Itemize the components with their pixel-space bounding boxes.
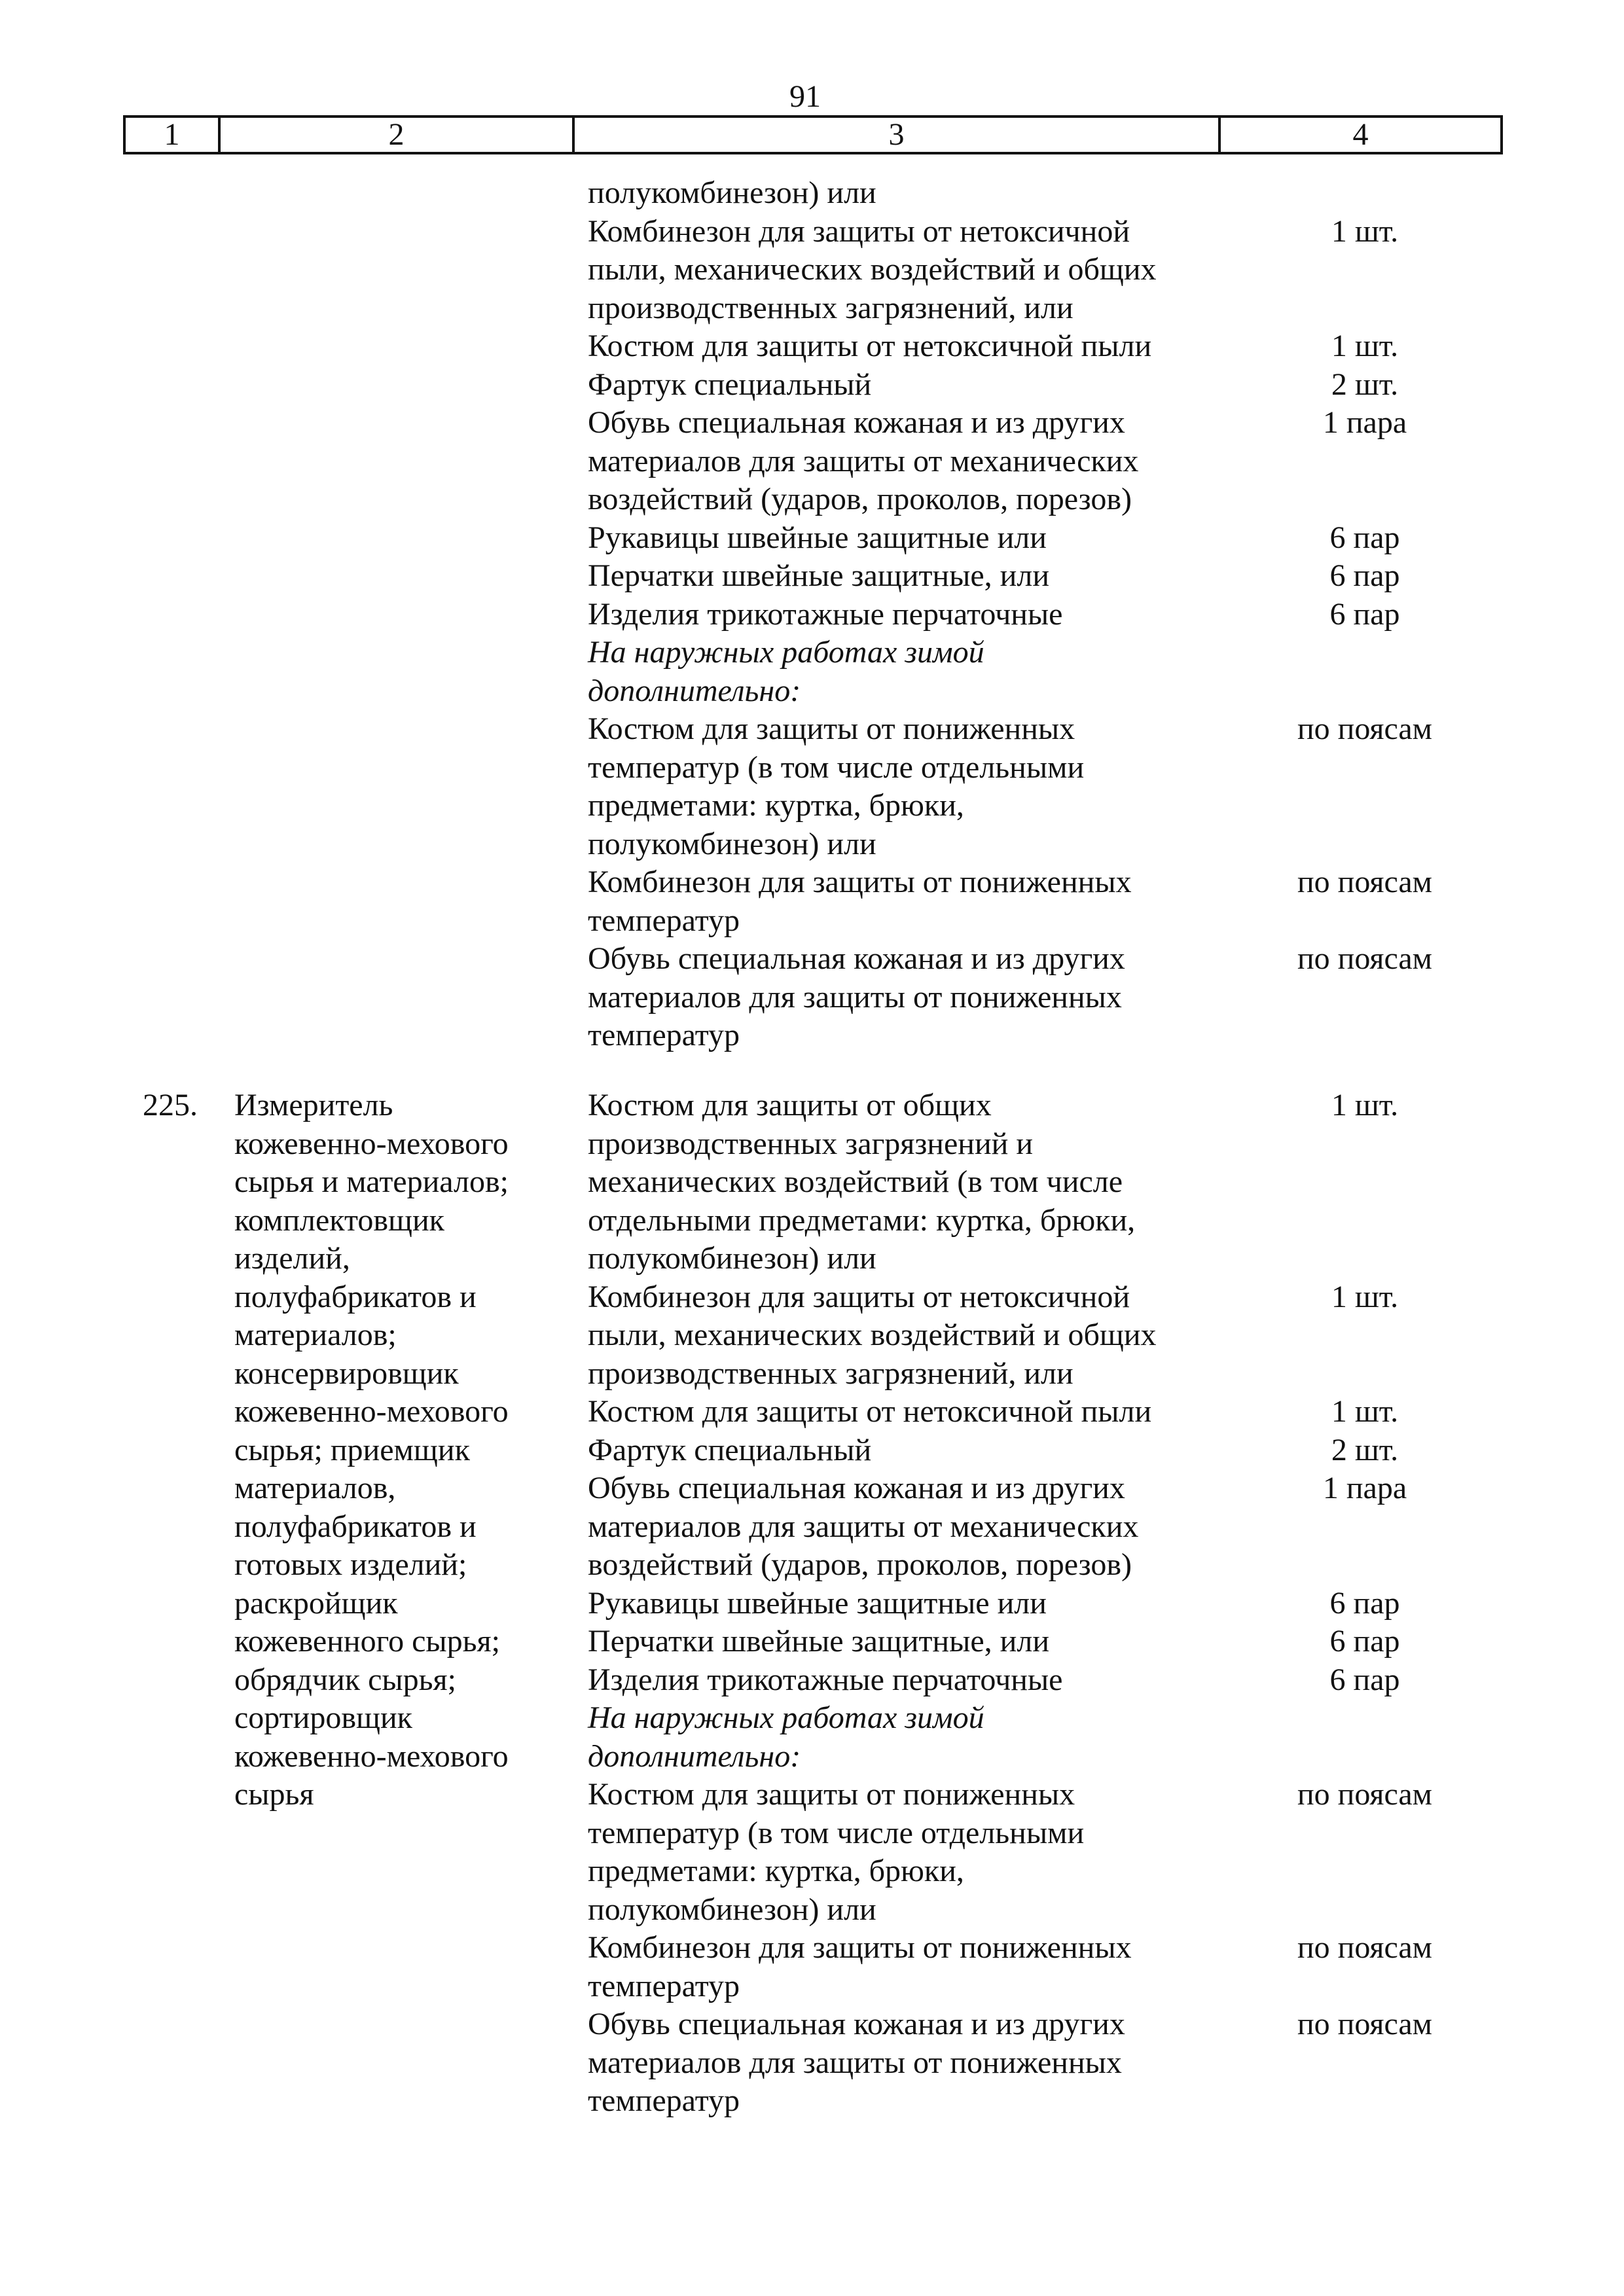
item-text-line: Комбинезон для защиты от пониженных bbox=[588, 1930, 1132, 1965]
item-text-line: Обувь специальная кожаная и из других bbox=[588, 2007, 1125, 2041]
item-quantity: по поясам bbox=[1297, 711, 1433, 746]
item-text-line: механических воздействий (в том числе bbox=[588, 1164, 1123, 1199]
item-quantity: 2 шт. bbox=[1331, 367, 1399, 402]
table-header-row bbox=[123, 115, 1503, 154]
profession-line: обрядчик сырья; bbox=[234, 1662, 456, 1697]
item-text-line: Обувь специальная кожаная и из других bbox=[588, 941, 1125, 976]
item-text-line: температур (в том числе отдельными bbox=[588, 1815, 1085, 1850]
item-text-line: Костюм для защиты от нетоксичной пыли bbox=[588, 1394, 1152, 1429]
profession-line: консервировщик bbox=[234, 1355, 459, 1391]
section-note-line: дополнительно: bbox=[588, 673, 801, 708]
item-text-line: производственных загрязнений и bbox=[588, 1126, 1034, 1161]
section-note-line: дополнительно: bbox=[588, 1738, 801, 1774]
item-quantity: 6 пар bbox=[1329, 520, 1400, 555]
item-text-line: Обувь специальная кожаная и из других bbox=[588, 405, 1125, 440]
item-text-line: Костюм для защиты от общих bbox=[588, 1088, 992, 1122]
item-text-line: воздействий (ударов, проколов, порезов) bbox=[588, 482, 1132, 516]
section-note-line: На наружных работах зимой bbox=[588, 635, 984, 670]
item-text-line: Рукавицы швейные защитные или bbox=[588, 520, 1047, 555]
profession-line: полуфабрикатов и bbox=[234, 1509, 477, 1544]
item-quantity: по поясам bbox=[1297, 941, 1433, 976]
profession-line: кожевенно-мехового bbox=[234, 1394, 509, 1429]
page-number: 91 bbox=[789, 79, 821, 114]
header-col-1: 1 bbox=[126, 118, 221, 152]
item-quantity: 6 пар bbox=[1329, 558, 1400, 593]
item-text-line: производственных загрязнений, или bbox=[588, 290, 1074, 325]
item-text-line: Костюм для защиты от нетоксичной пыли bbox=[588, 329, 1152, 363]
item-text-line: полукомбинезон) или bbox=[588, 1892, 876, 1927]
profession-line: изделий, bbox=[234, 1241, 350, 1276]
item-quantity: 1 шт. bbox=[1331, 1394, 1399, 1429]
profession-line: кожевенного сырья; bbox=[234, 1624, 500, 1659]
profession-line: комплектовщик bbox=[234, 1202, 444, 1238]
item-text-line: производственных загрязнений, или bbox=[588, 1355, 1074, 1391]
item-quantity: 6 пар bbox=[1329, 596, 1400, 632]
item-text-line: материалов для защиты от пониженных bbox=[588, 2045, 1122, 2080]
item-text-line: материалов для защиты от механических bbox=[588, 1509, 1139, 1544]
item-text-line: Перчатки швейные защитные, или bbox=[588, 1624, 1049, 1659]
item-text-line: температур bbox=[588, 1018, 740, 1052]
item-text-line: воздействий (ударов, проколов, порезов) bbox=[588, 1547, 1132, 1582]
item-text-line: полукомбинезон) или bbox=[588, 826, 876, 861]
header-col-4: 4 bbox=[1352, 117, 1369, 152]
item-text-line: Рукавицы швейные защитные или bbox=[588, 1585, 1047, 1621]
item-quantity: по поясам bbox=[1297, 2007, 1433, 2041]
item-quantity: по поясам bbox=[1297, 865, 1433, 899]
profession-line: готовых изделий; bbox=[234, 1547, 467, 1582]
item-text-line: материалов для защиты от механических bbox=[588, 443, 1139, 478]
item-quantity: 1 шт. bbox=[1331, 329, 1399, 363]
item-text-line: пыли, механических воздействий и общих bbox=[588, 252, 1157, 287]
item-quantity: 1 пара bbox=[1322, 1471, 1407, 1505]
item-text-line: отдельными предметами: куртка, брюки, bbox=[588, 1202, 1136, 1238]
item-quantity: 2 шт. bbox=[1331, 1432, 1399, 1467]
item-text-line: Костюм для защиты от пониженных bbox=[588, 711, 1075, 746]
item-text-line: пыли, механических воздействий и общих bbox=[588, 1318, 1157, 1352]
profession-line: материалов; bbox=[234, 1318, 397, 1352]
item-text-line: Фартук специальный bbox=[588, 367, 872, 402]
row-number: 225. bbox=[143, 1088, 198, 1122]
profession-line: сырья bbox=[234, 1777, 314, 1812]
item-text-line: полукомбинезон) или bbox=[588, 1241, 876, 1276]
item-quantity: по поясам bbox=[1297, 1930, 1433, 1965]
item-quantity: 1 шт. bbox=[1331, 213, 1399, 249]
profession-line: полуфабрикатов и bbox=[234, 1279, 477, 1314]
item-quantity: по поясам bbox=[1297, 1777, 1433, 1812]
item-text-line: Костюм для защиты от пониженных bbox=[588, 1777, 1075, 1812]
item-text-line: Комбинезон для защиты от нетоксичной bbox=[588, 1279, 1130, 1314]
profession-line: сырья; приемщик bbox=[234, 1432, 470, 1467]
header-col-2: 2 bbox=[221, 118, 575, 152]
item-text-line: предметами: куртка, брюки, bbox=[588, 788, 964, 823]
item-quantity: 1 пара bbox=[1322, 405, 1407, 440]
section-note-line: На наружных работах зимой bbox=[588, 1700, 984, 1735]
item-text-line: температур bbox=[588, 2083, 740, 2118]
item-text-line: Комбинезон для защиты от нетоксичной bbox=[588, 213, 1130, 249]
profession-line: Измеритель bbox=[234, 1088, 393, 1122]
item-text-line: материалов для защиты от пониженных bbox=[588, 979, 1122, 1014]
item-text-line: Фартук специальный bbox=[588, 1432, 872, 1467]
profession-line: сортировщик bbox=[234, 1700, 412, 1735]
profession-line: раскройщик bbox=[234, 1585, 398, 1621]
item-quantity: 1 шт. bbox=[1331, 1279, 1399, 1314]
item-text-line: температур bbox=[588, 903, 740, 938]
profession-line: кожевенно-мехового bbox=[234, 1126, 509, 1161]
item-quantity: 6 пар bbox=[1329, 1585, 1400, 1621]
profession-line: кожевенно-мехового bbox=[234, 1738, 509, 1774]
item-text-line: Обувь специальная кожаная и из других bbox=[588, 1471, 1125, 1505]
item-quantity: 6 пар bbox=[1329, 1624, 1400, 1659]
item-text-line: температур bbox=[588, 1968, 740, 2003]
profession-line: сырья и материалов; bbox=[234, 1164, 509, 1199]
item-text-line: полукомбинезон) или bbox=[588, 175, 876, 210]
header-col-3: 3 bbox=[575, 118, 1221, 152]
item-text-line: Изделия трикотажные перчаточные bbox=[588, 1662, 1063, 1697]
item-text-line: температур (в том числе отдельными bbox=[588, 749, 1085, 785]
profession-line: материалов, bbox=[234, 1471, 396, 1505]
item-quantity: 6 пар bbox=[1329, 1662, 1400, 1697]
item-text-line: предметами: куртка, брюки, bbox=[588, 1854, 964, 1888]
item-text-line: Комбинезон для защиты от пониженных bbox=[588, 865, 1132, 899]
item-quantity: 1 шт. bbox=[1331, 1088, 1399, 1122]
item-text-line: Изделия трикотажные перчаточные bbox=[588, 596, 1063, 632]
item-text-line: Перчатки швейные защитные, или bbox=[588, 558, 1049, 593]
